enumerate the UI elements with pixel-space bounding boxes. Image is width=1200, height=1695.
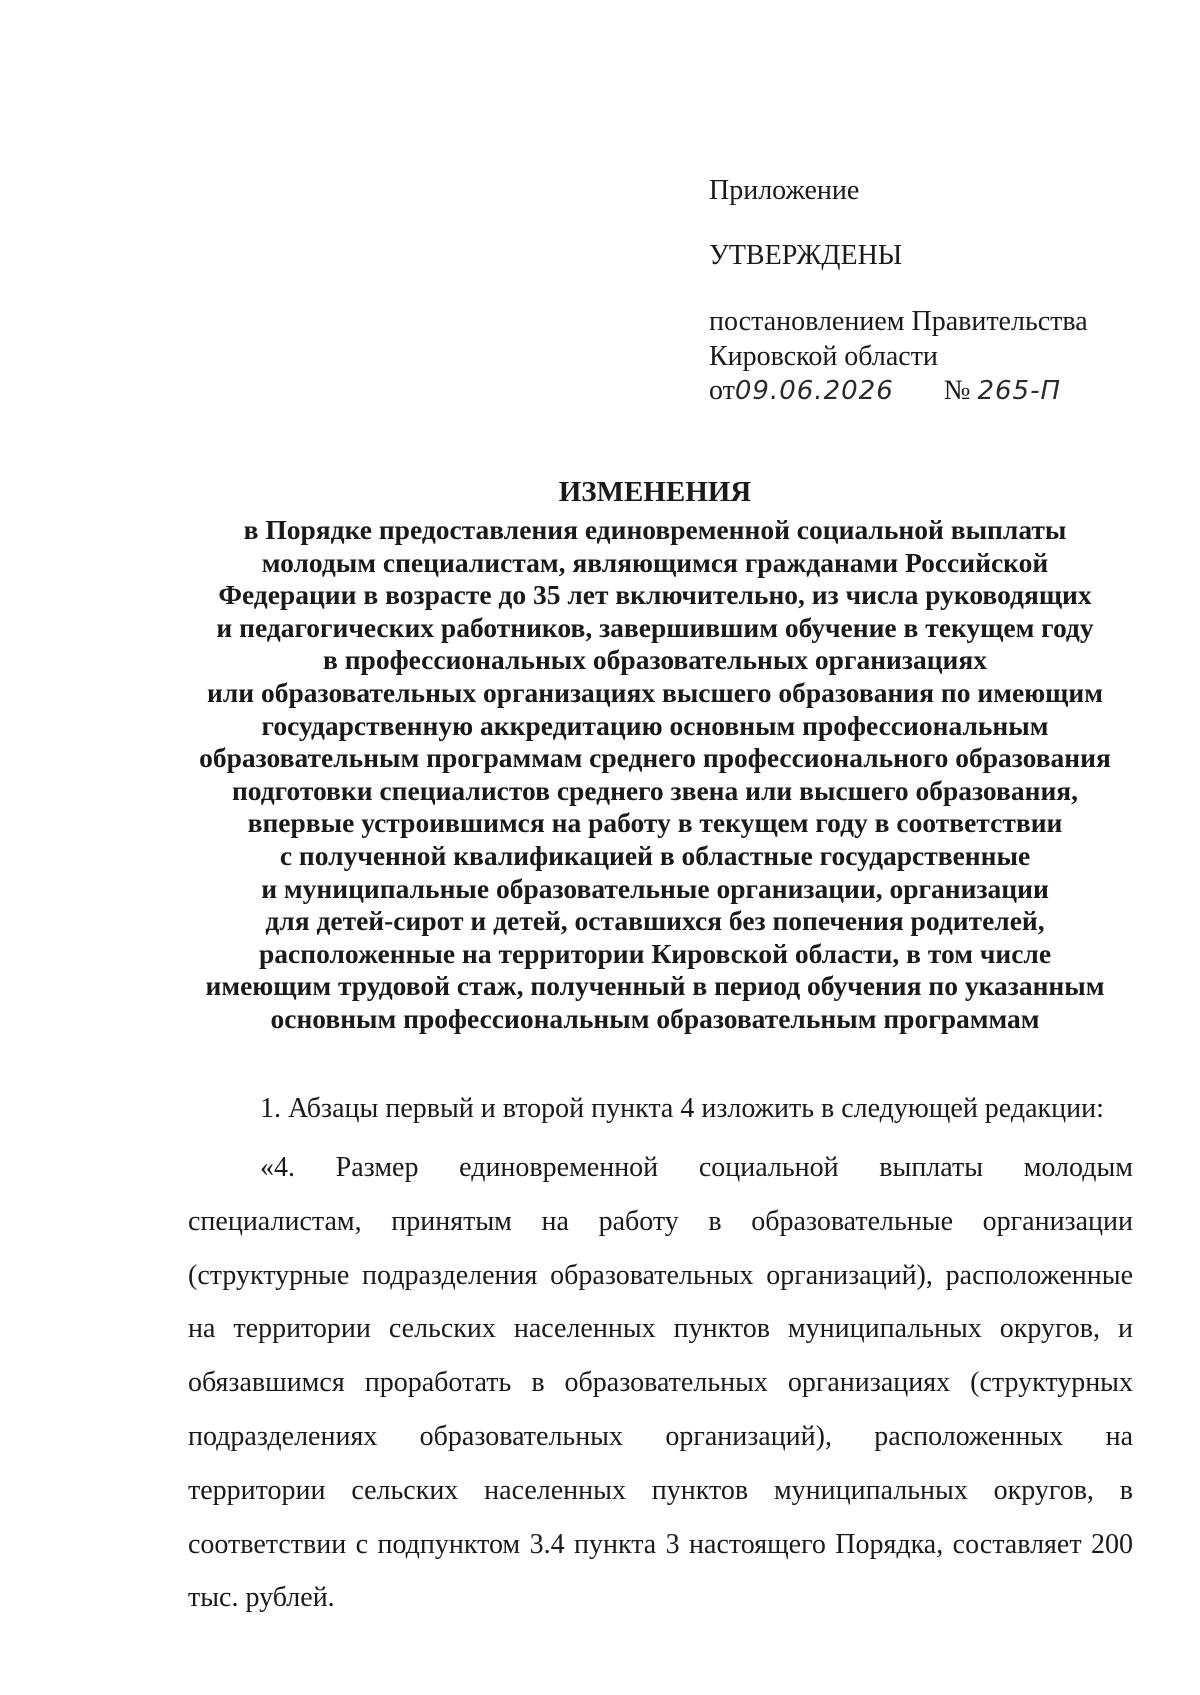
heading-title: ИЗМЕНЕНИЯ [558,476,752,508]
heading-line: в Порядке предоставления единовременной социальной выплаты [243,514,1067,545]
date-prefix: от [709,375,735,406]
heading-line: впервые устроившимся на работу в текущем году в соответствии [247,807,1063,839]
heading-line: или образовательных организациях высшего образования по имеющим [207,676,1103,708]
heading-line: образовательным программам среднего профессионального образования [199,742,1111,774]
decree-date-number-line [709,372,1061,410]
heading-line: расположенные на территории Кировской области, в том числе [258,937,1052,969]
heading-line: основным профессиональным образовательным программам [270,1002,1040,1034]
number-sign: № [943,375,971,406]
heading-line: и муниципальные образовательные организации, организации [261,872,1049,904]
decree-line-2: Кировской области [709,341,938,372]
handwritten-number: 265-П [977,376,1062,406]
heading-line: молодым специалистам, являющимся гражданами Российской [261,546,1049,578]
heading-line: в профессиональных образовательных организациях [322,644,988,676]
heading-line: Федерации в возрасте до 35 лет включительно, из числа руководящих [218,579,1092,611]
document-heading [150,474,1160,1036]
handwritten-date: 09.06.2026 [734,376,894,406]
heading-line: подготовки специалистов среднего звена или высшего образования, [231,774,1079,806]
paragraph-new-wording: «4. Размер единовременной социальной выплаты молодым специалистам, принятым на работу в образовательные организации (структурные подразделения образовательных организаций), расположенные на территории сельских населенных пунктов муниципальных округов, и обязавшимся проработать в образовательных организациях (структурных подразделениях образовательных организаций), расположенных на территории сельских населенных пунктов муниципальных округов, в соответствии с подпунктом 3.4 пункта 3 настоящего Порядка, составляет 200 тыс. рублей. [188,1152,1133,1614]
heading-line: для детей-сирот и детей, оставшихся без попечения родителей, [265,905,1045,937]
heading-line: государственную аккредитацию основным профессиональным [261,709,1049,741]
approved-stamp-text: УТВЕРЖДЕНЫ [709,240,903,271]
heading-line: имеющим трудовой стаж, полученный в период обучения по указанным [205,970,1105,1002]
paragraph-amendment-1: 1. Абзацы первый и второй пункта 4 изложить в следующей редакции: [260,1093,1104,1124]
attachment-label: Приложение [709,175,860,206]
heading-line: с полученной квалификацией в областные государственные [279,839,1031,871]
heading-line: и педагогических работников, завершившим обучение в текущем году [216,611,1094,643]
decree-line-1: постановлением Правительства [709,306,1088,337]
